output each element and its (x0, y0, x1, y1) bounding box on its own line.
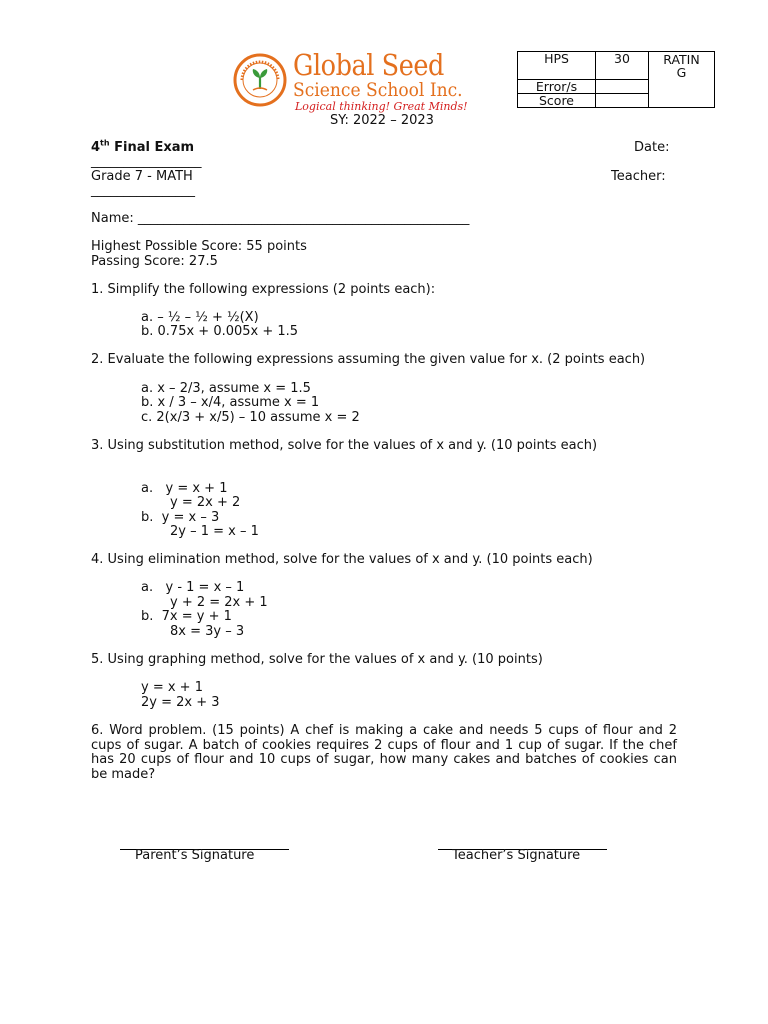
q3-item-a-eq2: y = 2x + 2 (170, 495, 241, 510)
q2-prompt: 2. Evaluate the following expressions assuming the given value for x. (2 points each) (91, 352, 646, 367)
q4-item-a-eq1: a. y - 1 = x – 1 (141, 580, 245, 595)
errors-label: Error/s (518, 80, 596, 94)
q6-prompt: 6. Word problem. (15 points) A chef is making a cake and needs 5 cups of flour and 2 cups of sugar. A batch of cookies requires 2 cups of flour and 1 cup of sugar. If the chef has 20 cups of flour and 10 cups of sugar, how many cakes and batches of cookies can be made? (91, 723, 677, 782)
q5-eq2: 2y = 2x + 3 (141, 695, 220, 710)
q3-prompt: 3. Using substitution method, solve for the values of x and y. (10 points each) (91, 438, 598, 453)
hps-label: HPS (518, 52, 596, 80)
school-name-line-2: Science School Inc. (293, 79, 463, 101)
subject: Grade 7 - MATH (91, 169, 193, 184)
highest-score: Highest Possible Score: 55 points (91, 239, 307, 254)
q4-prompt: 4. Using elimination method, solve for the values of x and y. (10 points each) (91, 552, 593, 567)
q3-item-a-eq1: a. y = x + 1 (141, 481, 228, 496)
score-value[interactable] (596, 94, 649, 108)
teacher-blank[interactable]: ________________ (91, 183, 195, 198)
q1-item-b: b. 0.75x + 0.005x + 1.5 (141, 324, 299, 339)
q5-eq1: y = x + 1 (141, 680, 203, 695)
q2-item-b: b. x / 3 – x/4, assume x = 1 (141, 395, 320, 410)
errors-value[interactable] (596, 80, 649, 94)
q4-item-a-eq2: y + 2 = 2x + 1 (170, 595, 268, 610)
score-table (517, 51, 715, 108)
q4-item-b-eq2: 8x = 3y – 3 (170, 624, 245, 639)
q2-item-c: c. 2(x/3 + x/5) – 10 assume x = 2 (141, 410, 360, 425)
hps-value: 30 (596, 52, 649, 80)
school-name-line-1: Global Seed (293, 48, 444, 82)
school-year: SY: 2022 – 2023 (330, 113, 434, 128)
name-field[interactable]: Name: ___________________________________________________ (91, 211, 470, 226)
exam-title: 4th Final Exam (91, 138, 195, 155)
rating-label: RATIN G (649, 52, 715, 108)
date-blank[interactable]: _________________ (91, 154, 202, 169)
date-label: Date: (634, 140, 670, 155)
q3-item-b-eq2: 2y – 1 = x – 1 (170, 524, 259, 539)
passing-score: Passing Score: 27.5 (91, 254, 218, 269)
q3-item-b-eq1: b. y = x – 3 (141, 510, 220, 525)
score-label: Score (518, 94, 596, 108)
q1-prompt: 1. Simplify the following expressions (2 points each): (91, 282, 436, 297)
school-tagline: Logical thinking! Great Minds! (295, 100, 468, 113)
teacher-label: Teacher: (611, 169, 666, 184)
parent-signature-label: Parent’s Signature (135, 848, 255, 863)
school-logo-seal-icon (233, 53, 287, 107)
teacher-signature-label: Teacher’s Signature (452, 848, 581, 863)
q1-item-a: a. – ½ – ½ + ½(X) (141, 310, 259, 325)
q2-item-a: a. x – 2/3, assume x = 1.5 (141, 381, 311, 396)
q4-item-b-eq1: b. 7x = y + 1 (141, 609, 232, 624)
q5-prompt: 5. Using graphing method, solve for the values of x and y. (10 points) (91, 652, 543, 667)
